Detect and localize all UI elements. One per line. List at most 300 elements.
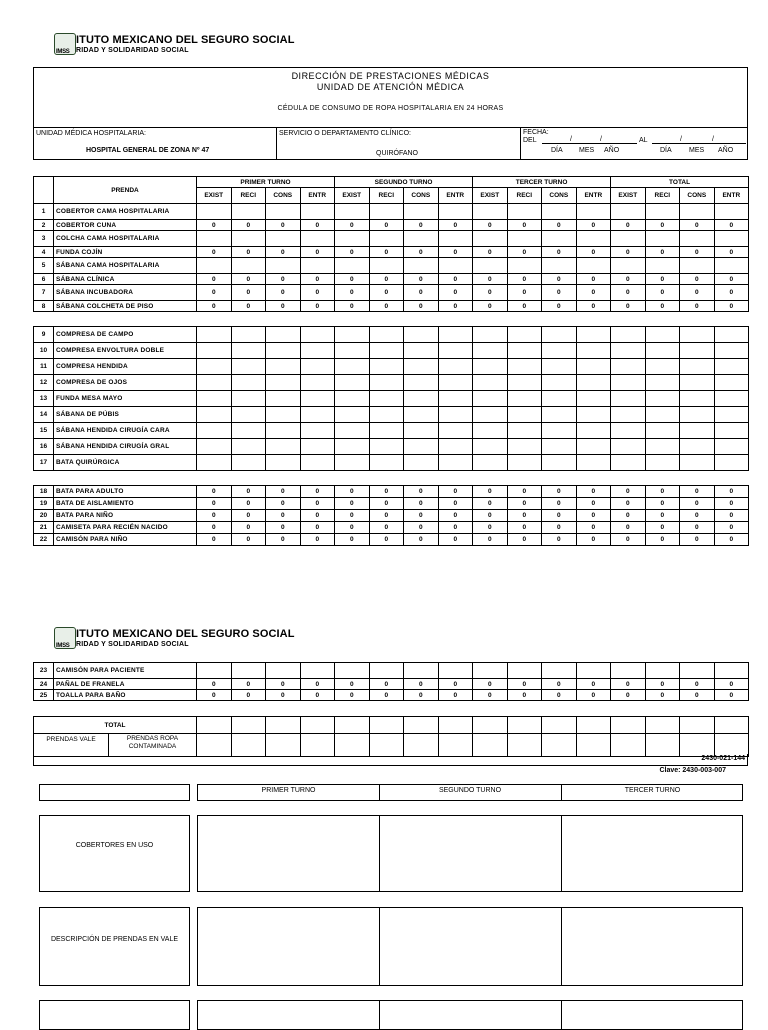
- value-cell: [438, 375, 473, 391]
- title-line-3: CÉDULA DE CONSUMO DE ROPA HOSPITALARIA EN 24 HORAS: [277, 105, 504, 112]
- value-cell: 0: [542, 679, 577, 690]
- value-cell: [231, 663, 266, 679]
- value-cell: [576, 231, 611, 247]
- unidad-value: HOSPITAL GENERAL DE ZONA Nº 47: [86, 147, 210, 154]
- value-cell: 0: [714, 522, 749, 534]
- value-cell: [473, 717, 508, 734]
- value-cell: [300, 439, 335, 455]
- value-cell: [369, 423, 404, 439]
- value-cell: [197, 423, 232, 439]
- value-cell: 0: [714, 301, 749, 312]
- value-cell: 0: [714, 274, 749, 285]
- value-cell: [645, 327, 680, 343]
- value-cell: 0: [197, 285, 232, 301]
- value-cell: [369, 231, 404, 247]
- value-cell: [611, 343, 646, 359]
- subcolumn-header: CONS: [266, 188, 301, 204]
- subcolumn-header: ENTR: [438, 188, 473, 204]
- value-cell: 0: [473, 220, 508, 231]
- value-cell: [231, 439, 266, 455]
- row-number: 5: [34, 258, 54, 274]
- value-cell: [680, 359, 715, 375]
- value-cell: 0: [576, 534, 611, 546]
- value-cell: 0: [335, 690, 370, 701]
- al-label: AL: [639, 137, 648, 144]
- value-cell: [645, 663, 680, 679]
- value-cell: 0: [473, 285, 508, 301]
- value-cell: 0: [369, 522, 404, 534]
- value-cell: [473, 327, 508, 343]
- value-cell: 0: [300, 274, 335, 285]
- value-cell: [507, 231, 542, 247]
- value-cell: [714, 359, 749, 375]
- value-cell: 0: [438, 522, 473, 534]
- value-cell: [507, 375, 542, 391]
- row-number: 23: [34, 663, 54, 679]
- value-cell: 0: [404, 247, 439, 258]
- value-cell: [404, 423, 439, 439]
- value-cell: 0: [611, 220, 646, 231]
- value-cell: 0: [680, 679, 715, 690]
- value-cell: [611, 423, 646, 439]
- table-row: [34, 663, 749, 679]
- value-cell: [335, 407, 370, 423]
- value-cell: [438, 391, 473, 407]
- value-cell: 0: [404, 510, 439, 522]
- value-cell: [576, 258, 611, 274]
- vale-cells: [197, 907, 743, 986]
- value-cell: [231, 327, 266, 343]
- value-cell: [335, 423, 370, 439]
- form-clave: Clave: 2430-003-007: [659, 767, 726, 774]
- value-cell: [404, 343, 439, 359]
- table-row: [34, 247, 749, 258]
- value-cell: 0: [473, 534, 508, 546]
- value-cell: [335, 359, 370, 375]
- subcolumn-header: EXIST: [611, 188, 646, 204]
- value-cell: 0: [404, 498, 439, 510]
- value-cell: 0: [438, 679, 473, 690]
- row-number: 24: [34, 679, 54, 690]
- value-cell: 0: [507, 274, 542, 285]
- value-cell: [611, 439, 646, 455]
- value-cell: 0: [576, 690, 611, 701]
- value-cell: [645, 375, 680, 391]
- del-label: DEL: [523, 137, 537, 144]
- value-cell: [197, 439, 232, 455]
- value-cell: 0: [266, 274, 301, 285]
- subcolumn-header: CONS: [404, 188, 439, 204]
- value-cell: [714, 231, 749, 247]
- value-cell: [680, 327, 715, 343]
- value-cell: [507, 204, 542, 220]
- value-cell: 0: [335, 247, 370, 258]
- value-cell: [404, 375, 439, 391]
- item-name: COLCHA CAMA HOSPITALARIA: [54, 231, 197, 247]
- value-cell: [197, 204, 232, 220]
- value-cell: [231, 231, 266, 247]
- value-cell: [438, 327, 473, 343]
- value-cell: 0: [714, 534, 749, 546]
- value-cell: [645, 343, 680, 359]
- value-cell: [576, 343, 611, 359]
- value-cell: [404, 391, 439, 407]
- value-cell: 0: [369, 534, 404, 546]
- value-cell: 0: [645, 274, 680, 285]
- value-cell: 0: [473, 247, 508, 258]
- value-cell: [266, 391, 301, 407]
- value-cell: 0: [300, 498, 335, 510]
- value-cell: [680, 407, 715, 423]
- value-cell: [507, 258, 542, 274]
- value-cell: [266, 407, 301, 423]
- consumption-table-page2: [33, 662, 749, 701]
- value-cell: 0: [300, 534, 335, 546]
- value-cell: [266, 717, 301, 734]
- row-number: 3: [34, 231, 54, 247]
- value-cell: [507, 717, 542, 734]
- total-label: TOTAL: [34, 717, 197, 734]
- spacer: [34, 312, 749, 327]
- value-cell: 0: [335, 679, 370, 690]
- value-cell: 0: [611, 285, 646, 301]
- value-cell: 0: [645, 510, 680, 522]
- contaminada-label: CONTAMINADA: [128, 743, 177, 750]
- subcolumn-header: CONS: [680, 188, 715, 204]
- item-name: CAMISÓN PARA NIÑO: [54, 534, 197, 546]
- value-cell: 0: [369, 301, 404, 312]
- subcolumn-header: EXIST: [335, 188, 370, 204]
- value-cell: [404, 204, 439, 220]
- value-cell: [714, 717, 749, 734]
- value-cell: 0: [714, 510, 749, 522]
- spacer: [34, 471, 749, 486]
- value-cell: 0: [576, 220, 611, 231]
- imss-logo-2: IMSS: [54, 627, 76, 649]
- value-cell: [369, 258, 404, 274]
- item-name: CAMISETA PARA RECIÉN NACIDO: [54, 522, 197, 534]
- value-cell: [369, 455, 404, 471]
- value-cell: 0: [680, 220, 715, 231]
- value-cell: 0: [576, 301, 611, 312]
- value-cell: 0: [507, 285, 542, 301]
- value-cell: [542, 204, 577, 220]
- value-cell: 0: [300, 510, 335, 522]
- value-cell: [197, 343, 232, 359]
- value-cell: 0: [542, 690, 577, 701]
- value-cell: [335, 663, 370, 679]
- value-cell: [300, 663, 335, 679]
- value-cell: 0: [680, 274, 715, 285]
- value-cell: 0: [266, 522, 301, 534]
- value-cell: 0: [369, 220, 404, 231]
- value-cell: 0: [438, 486, 473, 498]
- value-cell: [507, 439, 542, 455]
- value-cell: 0: [576, 522, 611, 534]
- subcolumn-header: EXIST: [197, 188, 232, 204]
- table-row: [34, 455, 749, 471]
- value-cell: 0: [266, 220, 301, 231]
- cobertores-cells: [197, 815, 743, 892]
- value-cell: [473, 663, 508, 679]
- value-cell: 0: [404, 679, 439, 690]
- value-cell: 0: [680, 486, 715, 498]
- value-cell: [680, 231, 715, 247]
- value-cell: [197, 717, 232, 734]
- table-row: [34, 534, 749, 546]
- bottom-header-blank: [39, 784, 190, 801]
- value-cell: [507, 407, 542, 423]
- value-cell: [542, 258, 577, 274]
- row-number: 22: [34, 534, 54, 546]
- value-cell: [369, 343, 404, 359]
- value-cell: 0: [404, 486, 439, 498]
- value-cell: [542, 717, 577, 734]
- value-cell: 0: [369, 510, 404, 522]
- value-cell: [404, 407, 439, 423]
- value-cell: [266, 439, 301, 455]
- value-cell: [645, 231, 680, 247]
- value-cell: 0: [680, 498, 715, 510]
- value-cell: 0: [438, 274, 473, 285]
- value-cell: [611, 204, 646, 220]
- item-name: TOALLA PARA BAÑO: [54, 690, 197, 701]
- value-cell: [335, 439, 370, 455]
- value-cell: 0: [645, 301, 680, 312]
- value-cell: [369, 204, 404, 220]
- value-cell: 0: [231, 247, 266, 258]
- value-cell: 0: [611, 274, 646, 285]
- value-cell: 0: [266, 301, 301, 312]
- value-cell: 0: [542, 247, 577, 258]
- value-cell: [680, 258, 715, 274]
- value-cell: 0: [231, 301, 266, 312]
- value-cell: [404, 231, 439, 247]
- value-cell: [542, 343, 577, 359]
- item-name: COBERTOR CUNA: [54, 220, 197, 231]
- value-cell: [576, 439, 611, 455]
- value-cell: 0: [335, 285, 370, 301]
- value-cell: [369, 375, 404, 391]
- item-name: SÁBANA HENDIDA CIRUGÍA GRAL: [54, 439, 197, 455]
- value-cell: [300, 375, 335, 391]
- row-number: 13: [34, 391, 54, 407]
- row-number: 8: [34, 301, 54, 312]
- value-cell: [197, 231, 232, 247]
- value-cell: [714, 407, 749, 423]
- value-cell: 0: [507, 534, 542, 546]
- value-cell: [266, 204, 301, 220]
- value-cell: [576, 407, 611, 423]
- value-cell: [231, 717, 266, 734]
- value-cell: 0: [680, 285, 715, 301]
- value-cell: [611, 717, 646, 734]
- value-cell: [611, 258, 646, 274]
- value-cell: [576, 423, 611, 439]
- value-cell: [438, 717, 473, 734]
- value-cell: 0: [266, 486, 301, 498]
- value-cell: 0: [645, 220, 680, 231]
- value-cell: 0: [404, 220, 439, 231]
- table-row: [34, 301, 749, 312]
- row-number: 9: [34, 327, 54, 343]
- value-cell: [438, 455, 473, 471]
- value-cell: [714, 423, 749, 439]
- value-cell: 0: [438, 285, 473, 301]
- table-row: [34, 343, 749, 359]
- total-row: [34, 717, 749, 734]
- value-cell: 0: [611, 498, 646, 510]
- table-row: [34, 439, 749, 455]
- table-row: [34, 407, 749, 423]
- value-cell: 0: [542, 274, 577, 285]
- value-cell: [266, 455, 301, 471]
- value-cell: [438, 663, 473, 679]
- item-name: SÁBANA CLÍNICA: [54, 274, 197, 285]
- value-cell: [542, 375, 577, 391]
- value-cell: 0: [576, 510, 611, 522]
- bottom-turno-3: TERCER TURNO: [624, 787, 681, 794]
- value-cell: [197, 327, 232, 343]
- value-cell: 0: [507, 247, 542, 258]
- value-cell: 0: [197, 247, 232, 258]
- value-cell: 0: [335, 534, 370, 546]
- value-cell: [369, 359, 404, 375]
- row-number: 7: [34, 285, 54, 301]
- value-cell: 0: [335, 498, 370, 510]
- value-cell: 0: [197, 274, 232, 285]
- value-cell: [231, 375, 266, 391]
- value-cell: 0: [611, 522, 646, 534]
- value-cell: 0: [473, 498, 508, 510]
- row-number: 20: [34, 510, 54, 522]
- value-cell: [335, 204, 370, 220]
- value-cell: 0: [369, 679, 404, 690]
- value-cell: 0: [714, 486, 749, 498]
- subcolumn-header: RECI: [231, 188, 266, 204]
- value-cell: [714, 391, 749, 407]
- value-cell: 0: [645, 285, 680, 301]
- table-row: [34, 690, 749, 701]
- value-cell: 0: [300, 690, 335, 701]
- value-cell: [231, 204, 266, 220]
- value-cell: [438, 407, 473, 423]
- value-cell: [576, 375, 611, 391]
- value-cell: 0: [507, 301, 542, 312]
- value-cell: 0: [714, 285, 749, 301]
- value-cell: [576, 204, 611, 220]
- value-cell: [438, 359, 473, 375]
- value-cell: [335, 717, 370, 734]
- value-cell: [231, 359, 266, 375]
- value-cell: 0: [714, 498, 749, 510]
- value-cell: 0: [231, 522, 266, 534]
- value-cell: 0: [231, 285, 266, 301]
- value-cell: [611, 663, 646, 679]
- value-cell: 0: [473, 690, 508, 701]
- value-cell: [266, 258, 301, 274]
- value-cell: 0: [335, 522, 370, 534]
- value-cell: [438, 343, 473, 359]
- table-row: [34, 274, 749, 285]
- value-cell: 0: [335, 274, 370, 285]
- value-cell: [714, 439, 749, 455]
- value-cell: 0: [645, 247, 680, 258]
- row-number: 16: [34, 439, 54, 455]
- value-cell: [645, 391, 680, 407]
- extra-cells: [197, 1000, 743, 1030]
- value-cell: 0: [576, 274, 611, 285]
- value-cell: 0: [438, 690, 473, 701]
- value-cell: [438, 258, 473, 274]
- subcolumn-header: ENTR: [576, 188, 611, 204]
- value-cell: 0: [542, 301, 577, 312]
- vale-label-box: [39, 907, 190, 986]
- item-name: CAMISÓN PARA PACIENTE: [54, 663, 197, 679]
- value-cell: [680, 717, 715, 734]
- value-cell: [473, 407, 508, 423]
- table-row: [34, 423, 749, 439]
- value-cell: [542, 407, 577, 423]
- table-row: [34, 679, 749, 690]
- value-cell: 0: [300, 679, 335, 690]
- value-cell: [231, 258, 266, 274]
- value-cell: [542, 359, 577, 375]
- value-cell: 0: [266, 679, 301, 690]
- value-cell: 0: [438, 498, 473, 510]
- value-cell: 0: [645, 486, 680, 498]
- value-cell: 0: [197, 486, 232, 498]
- unidad-label: UNIDAD MÉDICA HOSPITALARIA:: [36, 130, 146, 137]
- value-cell: [611, 455, 646, 471]
- value-cell: 0: [714, 247, 749, 258]
- value-cell: [473, 258, 508, 274]
- value-cell: [473, 231, 508, 247]
- row-number: 2: [34, 220, 54, 231]
- value-cell: 0: [680, 301, 715, 312]
- value-cell: [611, 327, 646, 343]
- value-cell: 0: [680, 534, 715, 546]
- value-cell: [300, 327, 335, 343]
- turno-header: PRIMER TURNO: [197, 177, 335, 188]
- row-number: 11: [34, 359, 54, 375]
- value-cell: 0: [197, 534, 232, 546]
- item-name: SÁBANA COLCHETA DE PISO: [54, 301, 197, 312]
- value-cell: [404, 327, 439, 343]
- value-cell: [611, 407, 646, 423]
- bottom-turno-2: SEGUNDO TURNO: [438, 787, 502, 794]
- value-cell: [266, 663, 301, 679]
- table-row: [34, 375, 749, 391]
- value-cell: [645, 439, 680, 455]
- table-row: [34, 498, 749, 510]
- value-cell: 0: [680, 510, 715, 522]
- value-cell: 0: [473, 301, 508, 312]
- value-cell: [438, 204, 473, 220]
- value-cell: [680, 391, 715, 407]
- value-cell: [473, 204, 508, 220]
- item-name: BATA PARA NIÑO: [54, 510, 197, 522]
- value-cell: [507, 663, 542, 679]
- value-cell: 0: [680, 522, 715, 534]
- value-cell: [473, 439, 508, 455]
- row-number: 1: [34, 204, 54, 220]
- bottom-turno-1: PRIMER TURNO: [261, 787, 316, 794]
- value-cell: [231, 455, 266, 471]
- value-cell: 0: [369, 285, 404, 301]
- value-cell: [576, 663, 611, 679]
- value-cell: 0: [231, 690, 266, 701]
